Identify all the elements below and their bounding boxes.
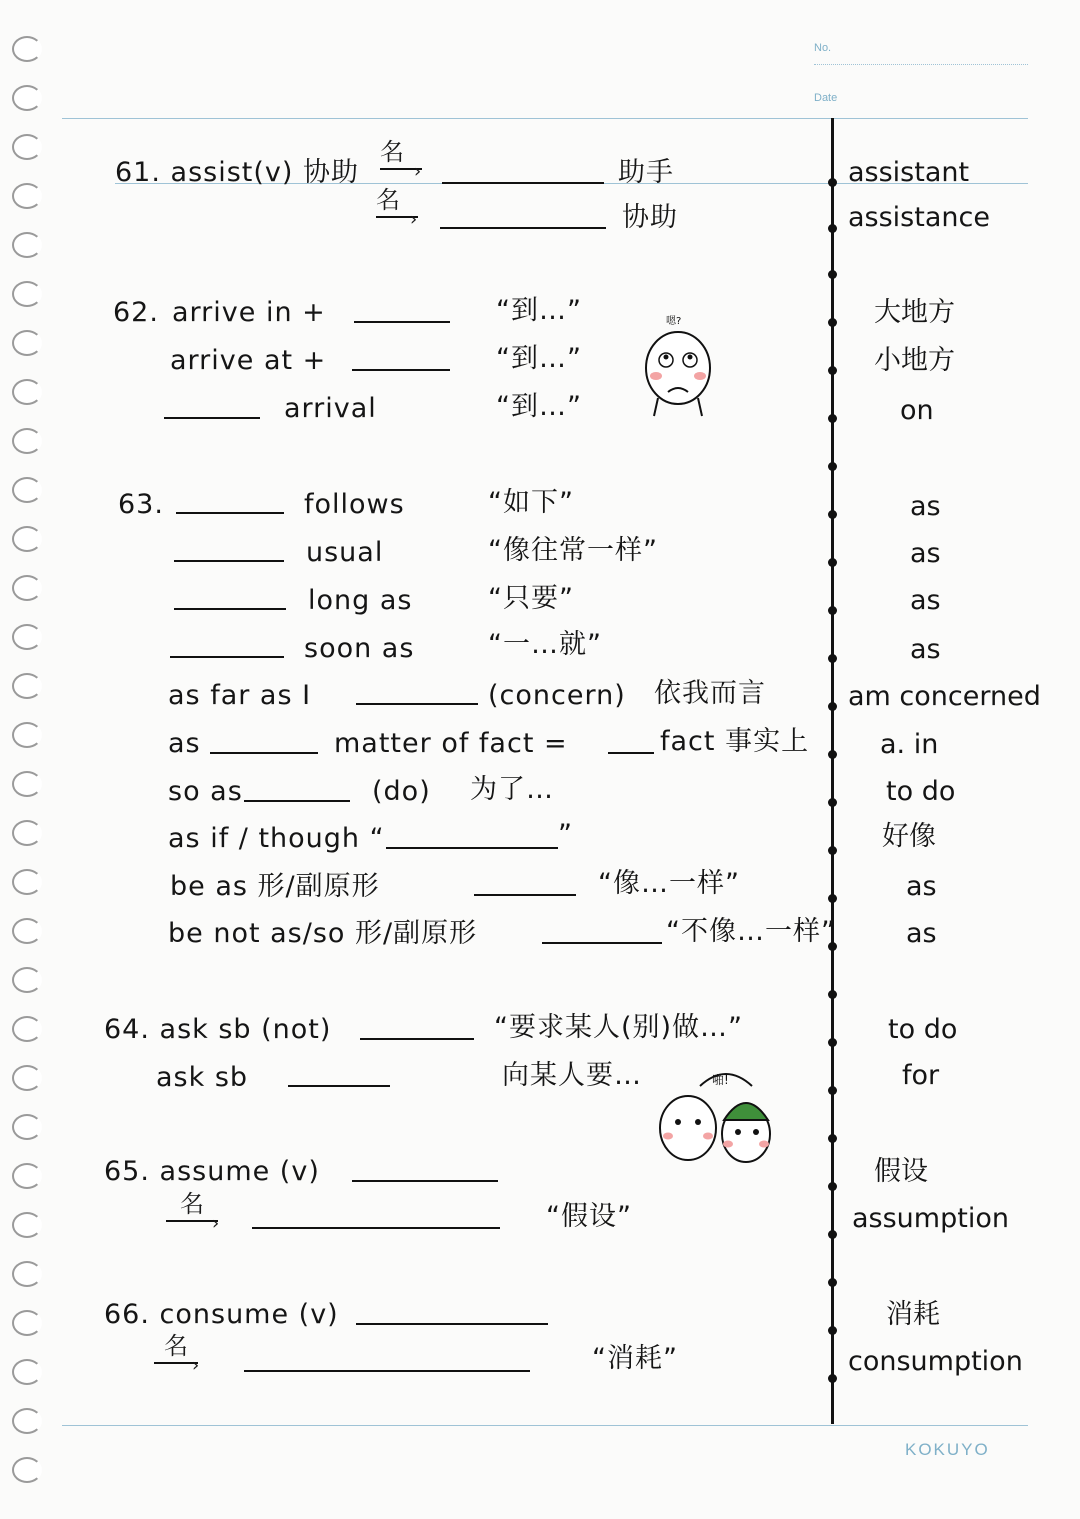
entry-66-prompt: 66. consume (v) [104,1299,339,1330]
noun-mark: 名 [180,1190,204,1218]
divider-dot [828,702,837,711]
answer: 好像 [882,821,936,852]
gloss: “一…就” [488,629,602,660]
gloss: “像往常一样” [488,535,658,566]
gloss: 协助 [622,202,678,233]
binder-ring [12,428,42,454]
answer: as [910,585,941,616]
divider-dot [828,558,837,567]
top-rule [62,118,1028,119]
gloss: 为了… [470,774,554,805]
phrase: usual [306,537,384,568]
gloss: “到…” [496,295,582,326]
gloss: 向某人要… [502,1060,642,1091]
gloss: 助手 [618,157,674,188]
binder-ring [12,624,42,650]
bottom-rule [62,1425,1028,1426]
answer: on [900,395,934,426]
noun-arrow [380,140,424,180]
binder-ring [12,1016,42,1042]
gloss: “到…” [496,391,582,422]
date-label: Date [814,92,838,104]
divider-dot [828,318,837,327]
fill-blank [356,703,478,705]
thinking-face-icon [640,310,720,420]
fill-blank [442,182,604,184]
entry-61-prompt: 61. assist(v) 协助 [115,157,359,188]
gloss: “像…一样” [598,868,740,899]
binder-ring [12,379,42,405]
binder-ring [12,869,42,895]
bubble-text: 啪! [712,1073,729,1087]
binder-ring [12,1359,42,1385]
binder-ring [12,771,42,797]
divider-dot [828,1134,837,1143]
divider-dot [828,178,837,187]
answer: am concerned [848,681,1041,712]
phrase: as if / though “ [168,823,385,854]
divider-dot [828,224,837,233]
gloss: “消耗” [592,1343,678,1374]
binder-ring [12,36,42,62]
divider-dot [828,894,837,903]
fill-blank [474,894,576,896]
divider-dot [828,654,837,663]
phrase: soon as [304,633,415,664]
phrase: as [168,728,201,759]
answer: 小地方 [874,345,955,376]
binder-ring [12,575,42,601]
divider-dot [828,798,837,807]
binder-ring [12,1261,42,1287]
fill-blank [244,800,350,802]
answer: as [910,634,941,665]
binder-ring [12,1310,42,1336]
fill-blank [360,1038,474,1040]
fill-blank [352,1180,498,1182]
divider-dot [828,750,837,759]
answer: 大地方 [874,297,955,328]
answer-divider [831,118,834,1424]
binder-ring [12,330,42,356]
fill-blank [176,512,284,514]
fill-blank [170,656,284,658]
answer: assistant [848,157,970,188]
noun-mark: 名 [380,138,404,166]
no-line [814,64,1028,65]
binder-ring [12,1408,42,1434]
binder-ring [12,232,42,258]
quote-mark: ” [558,819,573,850]
divider-dot [828,1038,837,1047]
fill-blank [352,369,450,371]
answer: assistance [848,202,990,233]
gloss: “到…” [496,343,582,374]
answer: assumption [852,1203,1009,1234]
binder-ring [12,820,42,846]
phrase: follows [304,489,405,520]
divider-dot [828,1278,837,1287]
fill-blank [210,752,318,754]
hint: (concern) [488,680,626,711]
noun-arrow [154,1334,210,1374]
divider-dot [828,270,837,279]
noun-arrow [166,1192,222,1232]
hint: (do) [372,776,431,807]
answer: to do [886,776,956,807]
entry-number: 63. [118,489,164,520]
fill-blank [354,321,450,323]
arrow-line [166,1220,218,1222]
no-label: No. [814,42,832,54]
divider-dot [828,366,837,375]
answer: as [906,871,937,902]
divider-dot [828,510,837,519]
phrase: be as 形/副原形 [170,871,380,902]
divider-dot [828,1326,837,1335]
cartoon-duo-icon [656,1060,772,1170]
gloss: “不像…一样” [666,916,836,947]
binder-ring [12,85,42,111]
divider-dot [828,1374,837,1383]
binder-ring [12,134,42,160]
fill-blank [440,227,606,229]
answer: for [902,1060,940,1091]
arrow-head-icon: › [212,1213,220,1234]
phrase: arrive at + [170,345,327,376]
answer: as [906,918,937,949]
gloss: “如下” [488,487,574,518]
divider-dot [828,606,837,615]
phrase: arrival [284,393,377,424]
divider-dot [828,1230,837,1239]
phrase: matter of fact = [334,728,568,759]
bubble-text: 嗯? [666,316,682,327]
divider-dot [828,462,837,471]
binder-ring [12,1212,42,1238]
fill-blank [608,752,654,754]
gloss: “假设” [546,1201,632,1232]
gloss: “只要” [488,583,574,614]
binder-ring [12,722,42,748]
fill-blank [288,1085,390,1087]
arrow-head-icon: › [410,209,418,230]
answer: consumption [848,1346,1023,1377]
binder-ring [12,526,42,552]
answer: 假设 [874,1156,928,1187]
binder-ring [12,1163,42,1189]
binder-ring [12,477,42,503]
divider-dot [828,1182,837,1191]
binder-ring [12,673,42,699]
binder-ring [12,1065,42,1091]
divider-dot [828,990,837,999]
fill-blank [164,417,260,419]
divider-dot [828,1086,837,1095]
phrase: ask sb [156,1062,249,1093]
gloss: 依我而言 [654,678,766,709]
noun-mark: 名 [164,1332,188,1360]
answer: as [910,538,941,569]
phrase: be not as/so 形/副原形 [168,918,478,949]
answer: a. in [880,729,939,760]
noun-mark: 名 [376,186,400,214]
answer: 消耗 [886,1299,940,1330]
brand-logo: KOKUYO [905,1440,990,1459]
binder-ring [12,1457,42,1483]
fill-blank [252,1227,500,1229]
fill-blank [356,1323,548,1325]
fill-blank [386,847,558,849]
answer: as [910,491,941,522]
fill-blank [174,608,286,610]
binder-ring [12,281,42,307]
noun-arrow [376,188,420,228]
divider-dot [828,414,837,423]
arrow-head-icon: › [414,161,422,182]
binder-ring [12,918,42,944]
binder-ring [12,183,42,209]
fill-blank [174,560,284,562]
entry-64-prompt: 64. ask sb (not) [104,1014,332,1045]
fill-blank [542,942,662,944]
phrase: so as [168,776,243,807]
fill-blank [244,1370,530,1372]
binder-ring [12,967,42,993]
entry-number: 62. [113,297,159,328]
divider-dot [828,846,837,855]
entry-65-prompt: 65. assume (v) [104,1156,320,1187]
binder-ring [12,1114,42,1140]
answer: to do [888,1014,958,1045]
gloss: fact 事实上 [660,726,810,757]
phrase: arrive in + [172,297,326,328]
phrase: long as [308,585,413,616]
gloss: “要求某人(别)做…” [494,1012,744,1043]
arrow-head-icon: › [192,1355,200,1376]
phrase: as far as I [168,680,312,711]
